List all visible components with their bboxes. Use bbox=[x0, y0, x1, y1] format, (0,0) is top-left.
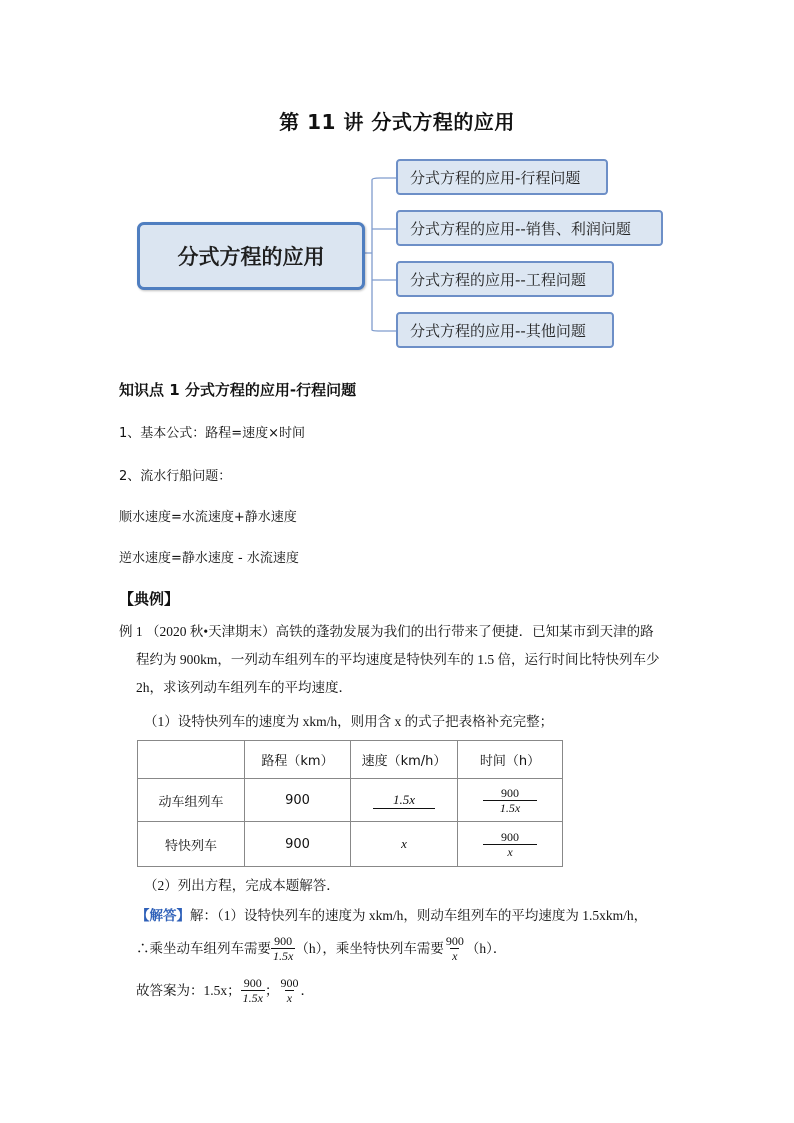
section-heading: 知识点 1 分式方程的应用-行程问题 bbox=[119, 381, 357, 399]
fraction-1 bbox=[271, 934, 295, 963]
mindmap-node-travel: 分式方程的应用-行程问题 bbox=[396, 159, 608, 195]
mindmap-node-engineering: 分式方程的应用--工程问题 bbox=[396, 261, 614, 297]
solution-text-2b: （h），乘坐特快列车需要 bbox=[295, 940, 444, 956]
answer-end: ． bbox=[300, 982, 314, 998]
fraction-numerator: 900 bbox=[501, 829, 519, 844]
mindmap-root: 分式方程的应用 bbox=[137, 222, 365, 290]
mindmap-node-other: 分式方程的应用--其他问题 bbox=[396, 312, 614, 348]
example-line-2: 程约为 900km，一列动车组列车的平均速度是特快列车的 1.5 倍，运行时间比特快列车少 bbox=[136, 652, 660, 667]
data-table bbox=[137, 740, 563, 867]
solution-line-3 bbox=[136, 976, 314, 1005]
question-2: （2）列出方程，完成本题解答． bbox=[144, 878, 340, 893]
row-time-fraction bbox=[483, 786, 537, 815]
fraction-denominator: 1.5x bbox=[242, 991, 263, 1005]
table-row bbox=[138, 822, 563, 867]
mindmap-node-sales: 分式方程的应用--销售、利润问题 bbox=[396, 210, 663, 246]
fraction-numerator: 900 bbox=[501, 785, 519, 800]
fraction-denominator: 1.5x bbox=[273, 949, 294, 963]
example-line-3: 2h，求该列动车组列车的平均速度． bbox=[136, 680, 352, 695]
fraction-2 bbox=[444, 934, 466, 963]
solution-tag: 【解答】 bbox=[136, 908, 190, 923]
fraction-numerator: 900 bbox=[280, 976, 299, 990]
fraction-denominator: x bbox=[452, 949, 458, 963]
row-speed: 1.5x bbox=[373, 792, 435, 809]
page-title: 第 11 讲 分式方程的应用 bbox=[279, 110, 515, 134]
answer-label: 故答案为：1.5x； bbox=[136, 982, 241, 998]
question-1: （1）设特快列车的速度为 xkm/h，则用含 x 的式子把表格补充完整； bbox=[144, 714, 554, 729]
row-distance: 900 bbox=[245, 779, 351, 822]
fraction-denominator: 1.5x bbox=[483, 800, 537, 815]
table-header-cell: 路程（km） bbox=[245, 741, 351, 779]
fraction-numerator: 900 bbox=[274, 934, 293, 948]
table-header-cell bbox=[138, 741, 245, 779]
table-header-cell: 时间（h） bbox=[458, 741, 563, 779]
answer-fraction-1 bbox=[241, 976, 265, 1005]
fraction-denominator: x bbox=[483, 844, 537, 859]
fraction-numerator: 900 bbox=[243, 976, 262, 990]
row-time-fraction bbox=[483, 830, 537, 859]
table-header-row bbox=[138, 741, 563, 779]
solution-text-2a: ∴乘坐动车组列车需要 bbox=[136, 940, 271, 956]
row-name: 动车组列车 bbox=[138, 779, 245, 822]
solution-line-2 bbox=[136, 934, 506, 963]
example-label: 【典例】 bbox=[119, 590, 180, 608]
example-line-1: 例 1 （2020 秋•天津期末）高铁的蓬勃发展为我们的出行带来了便捷．已知某市到天津的路 bbox=[119, 624, 654, 639]
table-header-cell: 速度（km/h） bbox=[351, 741, 458, 779]
answer-fraction-2 bbox=[278, 976, 300, 1005]
upstream-line: 逆水速度=静水速度 - 水流速度 bbox=[119, 551, 299, 566]
row-distance: 900 bbox=[245, 822, 351, 867]
table-row bbox=[138, 779, 563, 822]
boat-problem-line: 2、流水行船问题： bbox=[119, 469, 232, 484]
solution-text-2c: （h）． bbox=[465, 940, 507, 956]
row-speed: x bbox=[401, 836, 407, 851]
solution-text-1: 解：（1）设特快列车的速度为 xkm/h，则动车组列车的平均速度为 1.5xkm/h， bbox=[190, 908, 648, 923]
downstream-line: 顺水速度=水流速度+静水速度 bbox=[119, 510, 297, 525]
row-name: 特快列车 bbox=[138, 822, 245, 867]
fraction-numerator: 900 bbox=[445, 934, 464, 948]
answer-separator: ； bbox=[264, 982, 279, 998]
formula-line: 1、基本公式：路程=速度×时间 bbox=[119, 426, 306, 441]
fraction-denominator: x bbox=[286, 991, 293, 1005]
solution-line-1 bbox=[136, 902, 647, 930]
